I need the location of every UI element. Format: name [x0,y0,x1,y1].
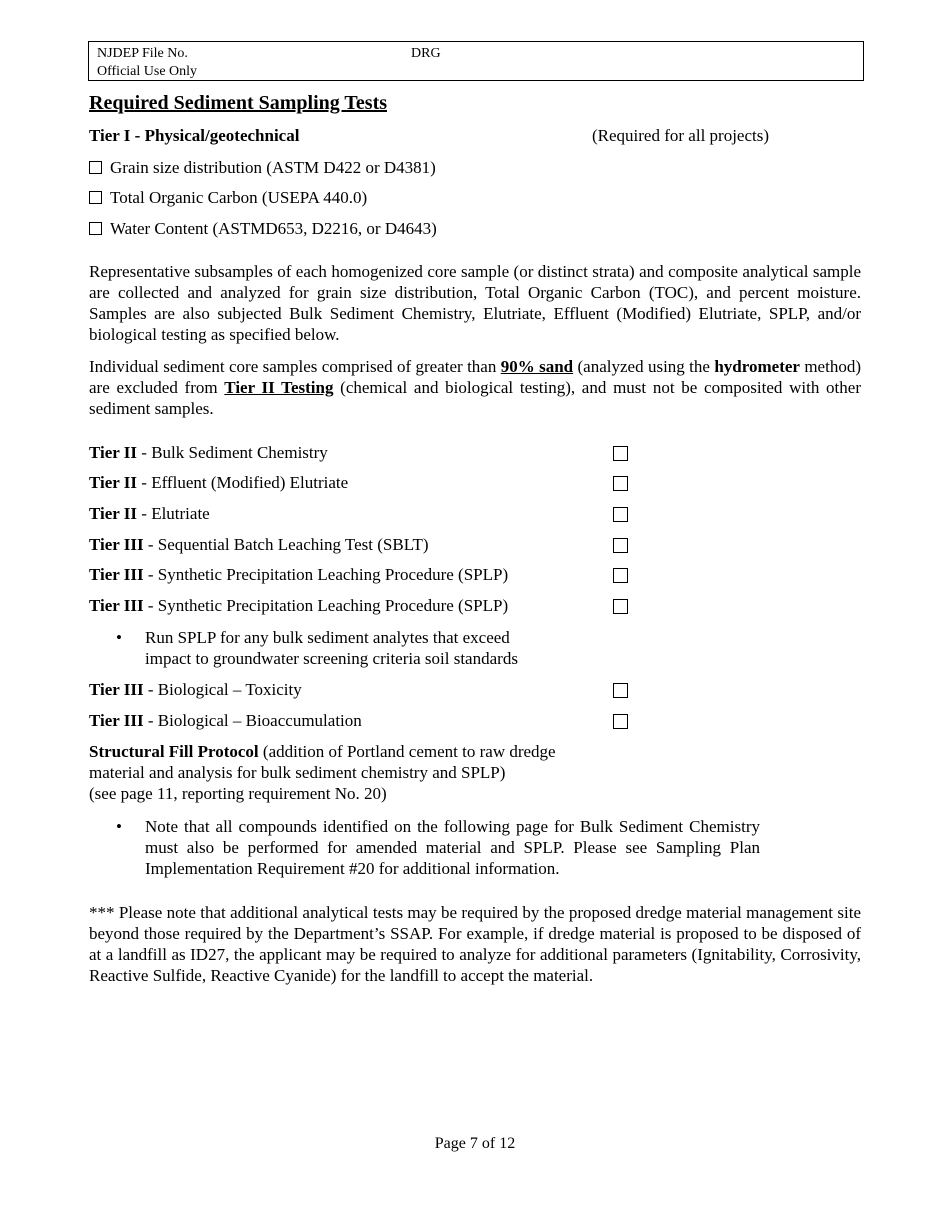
tier-label: Tier III [89,535,144,554]
additional-tests-paragraph: *** Please note that additional analytical tests may be required by the proposed dredge material management site beyond those required by the Department’s SSAP. For example, if dredge material is proposed to be disposed of at a landfill as ID27, the applicant may be required to analyze for additional parameters (Ignitability, Corrosivity, Reactive Sulfide, Reactive Cyanide) for the landfill to accept the material. [89,903,861,985]
water-content-checkbox[interactable] [89,222,102,235]
effluent-elutriate-checkbox[interactable] [613,476,628,491]
tier-label: Tier II [89,443,138,462]
file-number-label: NJDEP File No. [97,46,188,61]
bullet-line: impact to groundwater screening criteria soil standards [145,649,518,668]
tier-label: Tier III [89,711,144,730]
tier-test-splp-2 [89,595,649,616]
tier-label: Tier III [89,565,144,584]
structural-fill-line: (addition of Portland cement to raw dredge [258,742,556,761]
tier-test-sblt [89,534,649,555]
tier-test-desc: - Synthetic Precipitation Leaching Procedure (SPLP) [143,565,509,584]
elutriate-checkbox[interactable] [613,507,628,522]
tier1-required-note: (Required for all projects) [592,126,770,145]
tier-test-desc: - Biological – Bioaccumulation [143,711,362,730]
tier-label: Tier II [89,473,138,492]
tier-test-desc: - Bulk Sediment Chemistry [137,443,328,462]
splp-checkbox-1[interactable] [613,568,628,583]
tier1-test-label: Water Content (ASTMD653, D2216, or D4643) [110,219,437,238]
tier-test-desc: - Elutriate [137,504,210,523]
tier-label: Tier II [89,504,138,523]
structural-fill-protocol [89,741,629,804]
tier-test-desc: - Synthetic Precipitation Leaching Procedure (SPLP) [143,596,509,615]
sblt-checkbox[interactable] [613,538,628,553]
bullet-dot: • [116,628,122,647]
bullet-line: Run SPLP for any bulk sediment analytes that exceed [145,628,510,647]
tier-test-effluent-elutriate [89,472,649,493]
bioaccumulation-checkbox[interactable] [613,714,628,729]
tier2-testing-term: Tier II Testing [224,378,334,397]
structural-fill-line: material and analysis for bulk sediment chemistry and SPLP) [89,763,506,782]
tier1-heading: Tier I - Physical/geotechnical [89,126,300,145]
hydrometer-term: hydrometer [714,357,800,376]
official-use-header [88,41,864,81]
tier-test-bioaccumulation [89,710,649,731]
text-run: (chemical and biological testing), and must not be composited with other sediment samples. [89,378,861,418]
tier1-test-water-content [89,218,437,239]
splp-bullet [116,627,576,671]
page-number: Page 7 of 12 [434,1135,516,1152]
tier1-test-grain-size [89,157,436,178]
toxicity-checkbox[interactable] [613,683,628,698]
amended-material-note [116,816,762,882]
tier-label: Tier III [89,596,144,615]
official-use-label: Official Use Only [97,64,198,79]
sand-threshold: 90% sand [500,357,574,376]
tier-test-toxicity [89,679,649,700]
note-text: Note that all compounds identified on the following page for Bulk Sediment Chemistry must also be performed for amended material and SPLP. Please see Sampling Plan Implementation Requirement #20 for additional information. [145,817,760,878]
tier-test-splp-1 [89,564,649,585]
bulk-chemistry-checkbox[interactable] [613,446,628,461]
text-run: Individual sediment core samples comprised of greater than [89,357,501,376]
tier1-test-label: Total Organic Carbon (USEPA 440.0) [110,188,368,207]
text-run: method) are excluded from [89,357,861,397]
tier-test-desc: - Biological – Toxicity [143,680,302,699]
toc-checkbox[interactable] [89,191,102,204]
tier1-heading-row [89,125,789,146]
sand-exclusion-paragraph [89,356,861,419]
page-title: Required Sediment Sampling Tests [89,92,388,114]
drg-label: DRG [411,46,441,61]
tier-test-bulk-chemistry [89,442,649,463]
grain-size-checkbox[interactable] [89,161,102,174]
splp-checkbox-2[interactable] [613,599,628,614]
tier-test-desc: - Sequential Batch Leaching Test (SBLT) [143,535,429,554]
tier1-test-label: Grain size distribution (ASTM D422 or D4381) [110,158,436,177]
tier-label: Tier III [89,680,144,699]
structural-fill-reference: (see page 11, reporting requirement No. 20) [89,784,387,803]
bullet-dot: • [116,817,122,836]
tier1-test-toc [89,187,367,208]
bullet-text [145,627,518,669]
tier-test-desc: - Effluent (Modified) Elutriate [137,473,349,492]
text-run: (analyzed using the [573,357,715,376]
tier-test-elutriate [89,503,649,524]
subsample-paragraph: Representative subsamples of each homogenized core sample (or distinct strata) and composite analytical sample are collected and analyzed for grain size distribution, Total Organic Carbon (TOC), and percent moisture. Samples are also subjected Bulk Sediment Chemistry, Elutriate, Effluent (Modified) Elutriate, SPLP, and/or biological testing as specified below. [89,262,861,344]
structural-fill-heading: Structural Fill Protocol [89,742,259,761]
